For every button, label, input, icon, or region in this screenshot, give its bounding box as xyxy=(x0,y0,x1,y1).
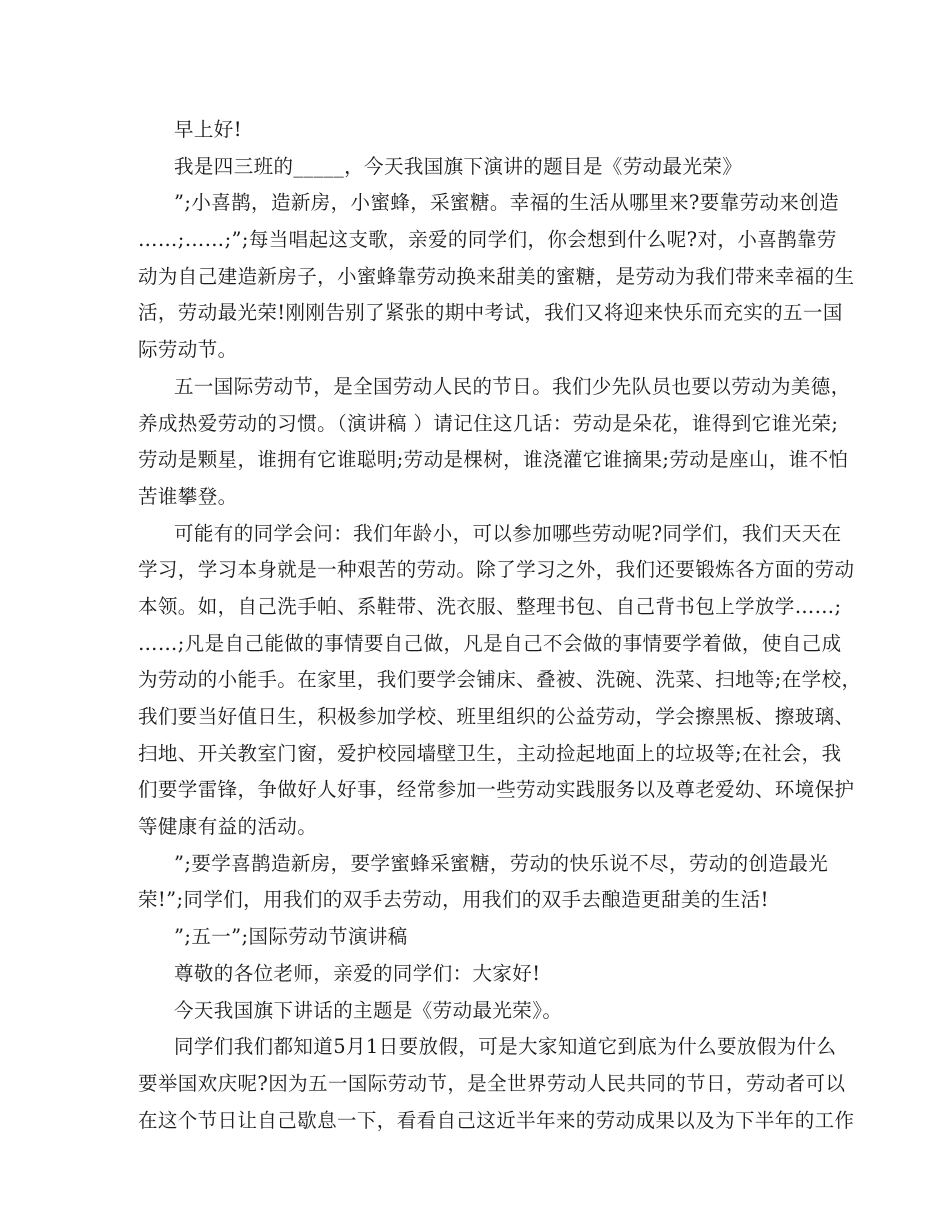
text-line: ”;小喜鹊，造新房，小蜜蜂，采蜜糖。幸福的生活从哪里来?要靠劳动来创造 xyxy=(174,191,839,215)
text-line: 际劳动节。 xyxy=(138,338,238,362)
text-line: ……;凡是自己能做的事情要自己做，凡是自己不会做的事情要学着做，使自己成 xyxy=(138,631,842,655)
text-line: 等健康有益的活动。 xyxy=(138,815,318,839)
text-line: 可能有的同学会问：我们年龄小，可以参加哪些劳动呢?同学们，我们天天在 xyxy=(174,521,842,545)
text-line: 苦谁攀登。 xyxy=(138,484,238,508)
text-line: 养成热爱劳动的习惯。（演讲稿 ）请记住这几话：劳动是朵花，谁得到它谁光荣; xyxy=(138,411,839,435)
text-line: ……;……;”;每当唱起这支歌，亲爱的同学们，你会想到什么呢?对，小喜鹊靠劳 xyxy=(138,228,837,252)
text-line: 劳动是颗星，谁拥有它谁聪明;劳动是棵树，谁浇灌它谁摘果;劳动是座山，谁不怕 xyxy=(138,448,849,472)
text-line: 扫地、开关教室门窗，爱护校园墙壁卫生，主动捡起地面上的垃圾等;在社会，我 xyxy=(138,741,842,765)
document-body xyxy=(138,112,862,1139)
text-line: ”;五一”;国际劳动节演讲稿 xyxy=(174,925,408,949)
text-line: 学习，学习本身就是一种艰苦的劳动。除了学习之外，我们还要锻炼各方面的劳动 xyxy=(138,558,855,582)
text-line: 我们要当好值日生，积极参加学校、班里组织的公益劳动，学会擦黑板、擦玻璃、 xyxy=(138,705,855,728)
text-line: 同学们我们都知道5月1日要放假，可是大家知道它到底为什么要放假为什么 xyxy=(174,1035,837,1059)
text-line: ”;要学喜鹊造新房，要学蜜蜂采蜜糖，劳动的快乐说不尽，劳动的创造最光 xyxy=(174,851,829,875)
text-line: 今天我国旗下讲话的主题是《劳动最光荣》。 xyxy=(174,998,563,1022)
text-line: 动为自己建造新房子，小蜜蜂靠劳动换来甜美的蜜糖，是劳动为我们带来幸福的生 xyxy=(138,264,855,288)
text-line: 我是四三班的_____，今天我国旗下演讲的题目是《劳动最光荣》 xyxy=(174,154,743,178)
text-line: 在这个节日让自己歇息一下，看看自己这近半年来的劳动成果以及为下半年的工作 xyxy=(138,1108,855,1132)
text-line: 尊敬的各位老师，亲爱的同学们：大家好! xyxy=(174,961,541,985)
text-line: 早上好! xyxy=(174,118,242,141)
text-line: 为劳动的小能手。在家里，我们要学会铺床、叠被、洗碗、洗菜、扫地等;在学校， xyxy=(138,668,862,692)
text-line: 本领。如，自己洗手帕、系鞋带、洗衣服、整理书包、自己背书包上学放学……; xyxy=(138,594,842,618)
text-line: 要举国欢庆呢?因为五一国际劳动节，是全世界劳动人民共同的节日，劳动者可以 xyxy=(138,1071,846,1095)
text-line: 们要学雷锋，争做好人好事，经常参加一些劳动实践服务以及尊老爱幼、环境保护 xyxy=(138,778,855,802)
text-line: 五一国际劳动节，是全国劳动人民的节日。我们少先队员也要以劳动为美德， xyxy=(174,374,851,398)
text-line: 活，劳动最光荣!刚刚告别了紧张的期中考试，我们又将迎来快乐而充实的五一国 xyxy=(138,301,843,325)
text-line: 荣!”;同学们，用我们的双手去劳动，用我们的双手去酿造更甜美的生活! xyxy=(138,888,769,912)
